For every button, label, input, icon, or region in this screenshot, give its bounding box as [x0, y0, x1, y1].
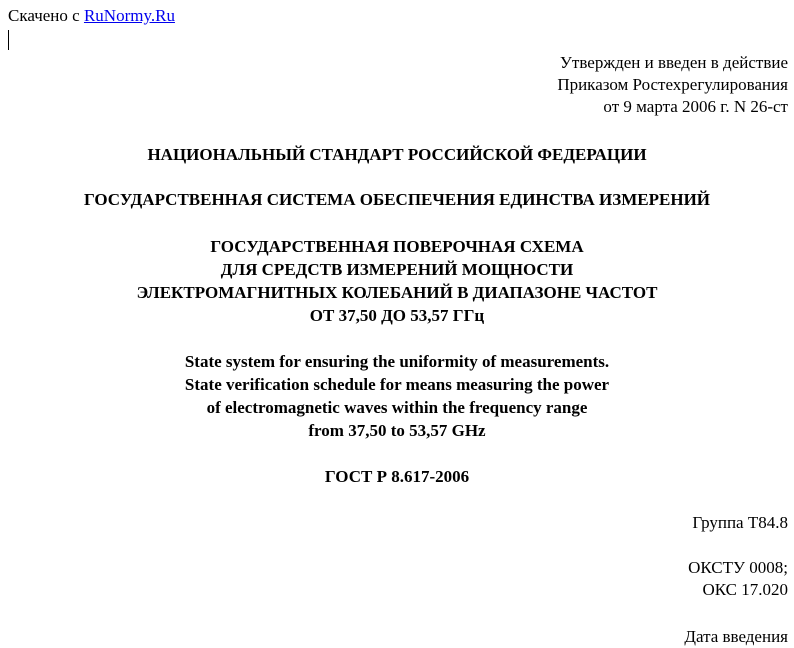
intro-date-label: Дата введения	[684, 627, 788, 646]
source-line	[8, 6, 175, 26]
schema-en-line-2: State verification schedule for means measuring the power	[184, 375, 610, 394]
text-cursor	[8, 30, 9, 50]
schema-title-ru	[0, 235, 794, 327]
schema-ru-line-1: ГОСУДАРСТВЕННАЯ ПОВЕРОЧНАЯ СХЕМА	[210, 237, 584, 256]
schema-en-line-1: State system for ensuring the uniformity of measurements.	[184, 352, 610, 371]
oks-code: ОКС 17.020	[702, 580, 788, 599]
approval-line-2: Приказом Ростехрегулирования	[557, 75, 788, 94]
classification-codes	[688, 557, 788, 601]
schema-ru-line-2: ДЛЯ СРЕДСТВ ИЗМЕРЕНИЙ МОЩНОСТИ	[220, 260, 574, 279]
standard-designation: ГОСТ Р 8.617-2006	[324, 467, 470, 486]
system-heading: ГОСУДАРСТВЕННАЯ СИСТЕМА ОБЕСПЕЧЕНИЯ ЕДИНСТВА ИЗМЕРЕНИЙ	[83, 190, 711, 209]
schema-title-en	[0, 350, 794, 442]
approval-block	[557, 52, 788, 118]
schema-ru-line-4: ОТ 37,50 ДО 53,57 ГГц	[309, 306, 485, 325]
approval-line-3: от 9 марта 2006 г. N 26-ст	[603, 97, 788, 116]
source-link[interactable]: RuNormy.Ru	[83, 6, 175, 25]
schema-en-line-3: of electromagnetic waves within the frequency range	[206, 398, 588, 417]
approval-line-1: Утвержден и введен в действие	[559, 53, 788, 72]
source-prefix: Скачено с	[8, 6, 84, 25]
schema-ru-line-3: ЭЛЕКТРОМАГНИТНЫХ КОЛЕБАНИЙ В ДИАПАЗОНЕ ЧАСТОТ	[136, 283, 658, 302]
group-code: Группа Т84.8	[692, 513, 788, 532]
okstu-code: ОКСТУ 0008;	[688, 558, 788, 577]
national-standard-heading: НАЦИОНАЛЬНЫЙ СТАНДАРТ РОССИЙСКОЙ ФЕДЕРАЦИИ	[147, 145, 647, 164]
schema-en-line-4: from 37,50 to 53,57 GHz	[308, 421, 486, 440]
